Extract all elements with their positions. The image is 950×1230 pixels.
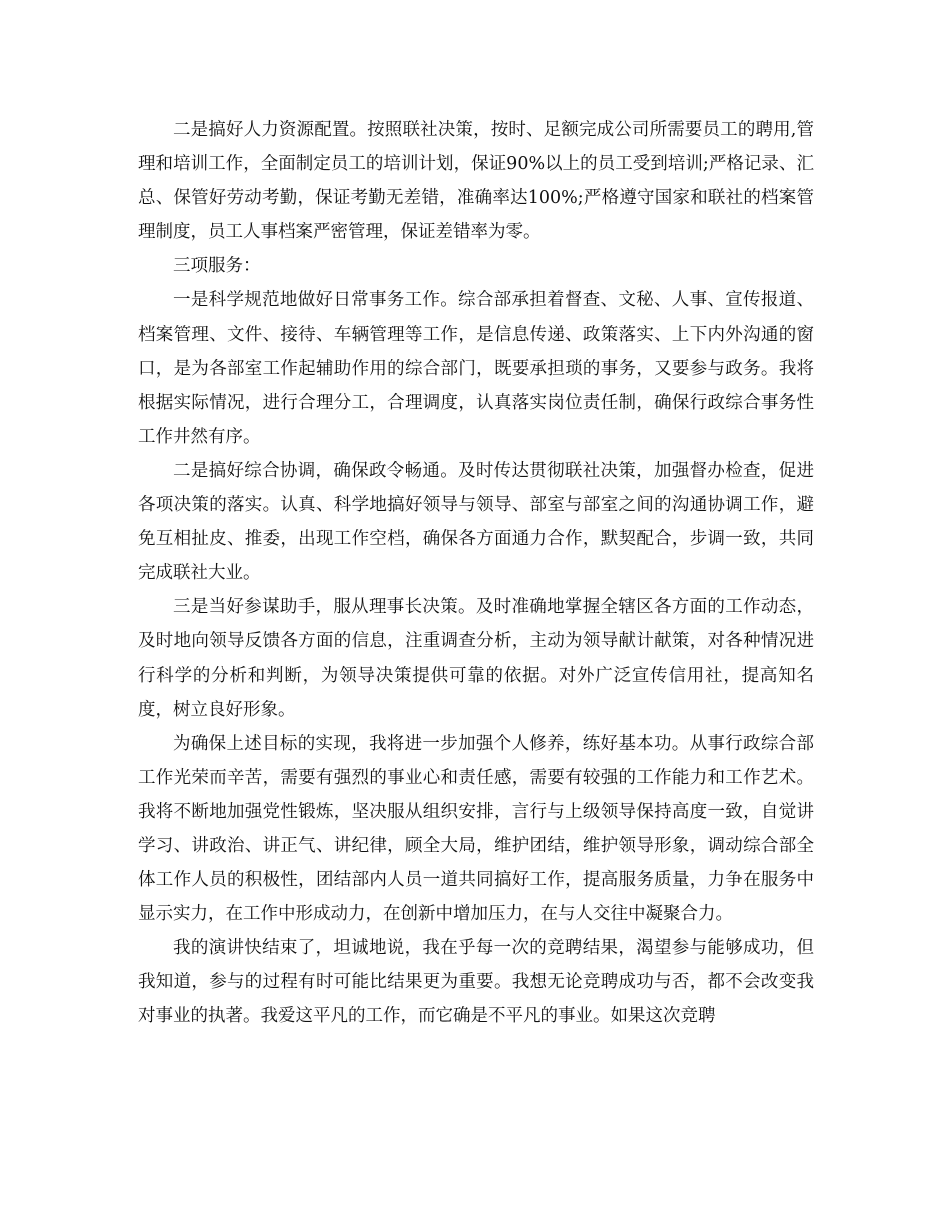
paragraph-coordination: 二是搞好综合协调，确保政令畅通。及时传达贯彻联社决策，加强督办检查，促进各项决策的落实。认真、科学地搞好领导与领导、部室与部室之间的沟通协调工作，避免互相扯皮、推委，出现工作空档，确保各方面通力合作，默契配合，步调一致，共同完成联社大业。 <box>138 460 814 584</box>
document-body <box>138 113 814 1034</box>
paragraph-daily-affairs: 一是科学规范地做好日常事务工作。综合部承担着督查、文秘、人事、宣传报道、档案管理、文件、接待、车辆管理等工作，是信息传递、政策落实、上下内外沟通的窗口，是为各部室工作起辅助作用的综合部门，既要承担琐的事务，又要参与政务。我将根据实际情况，进行合理分工，合理调度，认真落实岗位责任制，确保行政综合事务性工作井然有序。 <box>138 290 814 447</box>
paragraph-three-services-heading: 三项服务： <box>173 256 261 277</box>
paragraph-hr-allocation: 二是搞好人力资源配置。按照联社决策，按时、足额完成公司所需要员工的聘用,管理和培训工作，全面制定员工的培训计划，保证90%以上的员工受到培训;严格记录、汇总、保管好劳动考勤，保证考勤无差错，准确率达100%;严格遵守国家和联社的档案管理制度，员工人事档案严密管理，保证差错率为零。 <box>138 120 814 243</box>
paragraph-advisor: 三是当好参谋助手，服从理事长决策。及时准确地掌握全辖区各方面的工作动态，及时地向领导反馈各方面的信息，注重调查分析，主动为领导献计献策，对各种情况进行科学的分析和判断，为领导决策提供可靠的依据。对外广泛宣传信用社，提高知名度，树立良好形象。 <box>138 597 814 720</box>
paragraph-self-improvement: 为确保上述目标的实现，我将进一步加强个人修养，练好基本功。从事行政综合部工作光荣而辛苦，需要有强烈的事业心和责任感，需要有较强的工作能力和工作艺术。我将不断地加强党性锻炼，坚决服从组织安排，言行与上级领导保持高度一致，自觉讲学习、讲政治、讲正气、讲纪律，顾全大局，维护团结，维护领导形象，调动综合部全体工作人员的积极性，团结部内人员一道共同搞好工作，提高服务质量，力争在服务中显示实力，在工作中形成动力，在创新中增加压力，在与人交往中凝聚合力。 <box>138 733 814 925</box>
paragraph-closing: 我的演讲快结束了，坦诚地说，我在乎每一次的竞聘结果，渴望参与能够成功，但我知道，参与的过程有时可能比结果更为重要。我想无论竞聘成功与否，都不会改变我对事业的执著。我爱这平凡的工作，而它确是不平凡的事业。如果这次竞聘 <box>138 938 814 1027</box>
